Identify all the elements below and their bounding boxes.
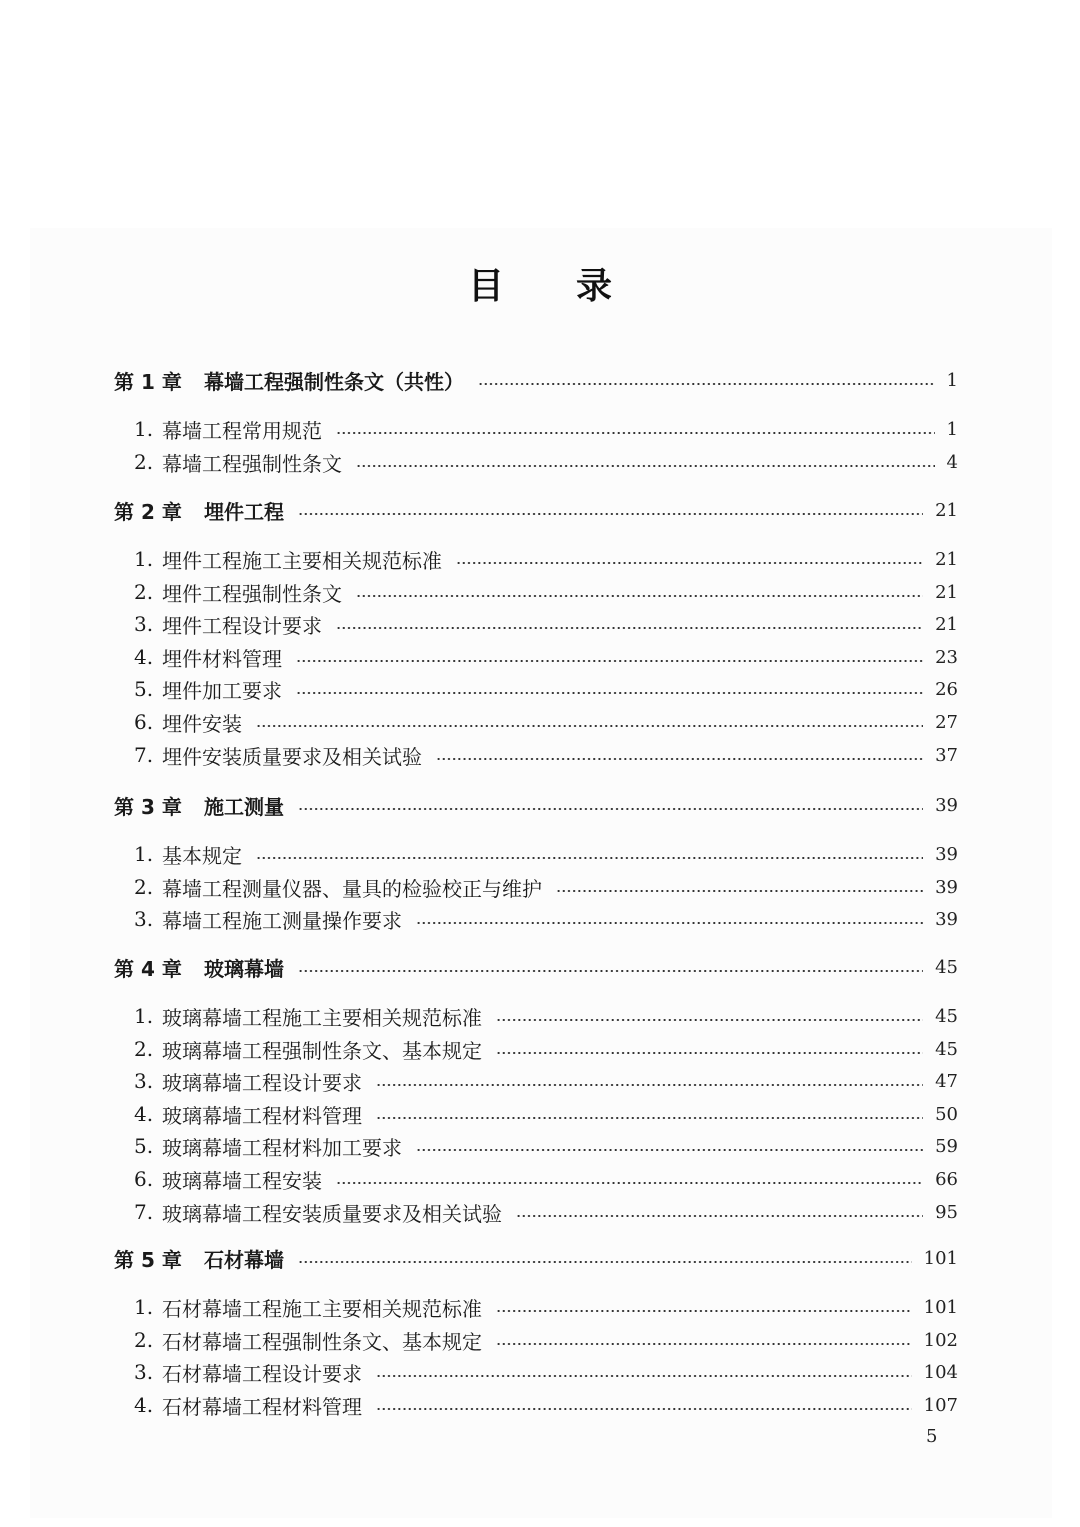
dot-leader	[436, 758, 923, 760]
toc-section-row[interactable]	[0, 739, 1080, 771]
section-number: 3.	[134, 612, 154, 636]
section-number: 7.	[134, 1200, 154, 1224]
toc-section-row[interactable]	[0, 1356, 1080, 1388]
section-page: 23	[935, 646, 958, 668]
section-title: 埋件安装质量要求及相关试验	[162, 744, 422, 769]
section-title: 幕墙工程强制性条文	[162, 451, 342, 476]
section-number: 3.	[134, 1069, 154, 1093]
section-title: 埋件工程施工主要相关规范标准	[162, 548, 442, 573]
section-number: 7.	[134, 743, 154, 767]
section-page: 39	[935, 876, 958, 898]
section-page: 39	[935, 908, 958, 930]
section-title: 玻璃幕墙工程安装质量要求及相关试验	[162, 1201, 502, 1226]
section-number: 2.	[134, 580, 154, 604]
dot-leader	[296, 692, 923, 694]
chapter-title: 施工测量	[204, 794, 284, 819]
toc-section-row[interactable]	[0, 673, 1080, 705]
section-page: 45	[935, 1005, 958, 1027]
dot-leader	[298, 970, 923, 972]
section-number: 2.	[134, 1037, 154, 1061]
section-title: 玻璃幕墙工程安装	[162, 1168, 322, 1193]
dot-leader	[298, 1261, 912, 1263]
toc-section-row[interactable]	[0, 576, 1080, 608]
section-title: 埋件材料管理	[162, 646, 282, 671]
section-page: 4	[946, 451, 958, 473]
toc-section-row[interactable]	[0, 608, 1080, 640]
section-title: 玻璃幕墙工程材料管理	[162, 1103, 362, 1128]
toc-chapter-row[interactable]	[0, 494, 1080, 526]
toc-section-row[interactable]	[0, 1163, 1080, 1195]
chapter-page: 45	[935, 956, 958, 978]
chapter-number: 第 5 章	[114, 1247, 182, 1272]
dot-leader	[416, 922, 923, 924]
section-title: 埋件加工要求	[162, 678, 282, 703]
dot-leader	[556, 890, 923, 892]
section-number: 6.	[134, 710, 154, 734]
toc-section-row[interactable]	[0, 1196, 1080, 1228]
dot-leader	[416, 1149, 923, 1151]
dot-leader	[376, 1375, 912, 1377]
toc-section-row[interactable]	[0, 446, 1080, 478]
section-page: 39	[935, 843, 958, 865]
toc-section-row[interactable]	[0, 903, 1080, 935]
section-page: 21	[935, 548, 958, 570]
dot-leader	[496, 1052, 923, 1054]
section-title: 埋件工程设计要求	[162, 613, 322, 638]
toc-section-row[interactable]	[0, 543, 1080, 575]
toc-section-row[interactable]	[0, 871, 1080, 903]
section-number: 1.	[134, 842, 154, 866]
section-number: 6.	[134, 1167, 154, 1191]
section-page: 21	[935, 581, 958, 603]
toc-section-row[interactable]	[0, 838, 1080, 870]
toc-chapter-row[interactable]	[0, 951, 1080, 983]
chapter-title: 埋件工程	[204, 499, 284, 524]
dot-leader	[478, 383, 935, 385]
toc-section-row[interactable]	[0, 1033, 1080, 1065]
chapter-title: 玻璃幕墙	[204, 956, 284, 981]
toc-section-row[interactable]	[0, 1389, 1080, 1421]
section-title: 玻璃幕墙工程设计要求	[162, 1070, 362, 1095]
chapter-number: 第 4 章	[114, 956, 182, 981]
section-title: 玻璃幕墙工程施工主要相关规范标准	[162, 1005, 482, 1030]
dot-leader	[376, 1408, 912, 1410]
section-page: 45	[935, 1038, 958, 1060]
dot-leader	[356, 595, 923, 597]
chapter-page: 21	[935, 499, 958, 521]
chapter-page: 101	[923, 1247, 958, 1269]
section-page: 95	[935, 1201, 958, 1223]
section-page: 21	[935, 613, 958, 635]
section-page: 37	[935, 744, 958, 766]
chapter-title: 幕墙工程强制性条文（共性）	[204, 369, 464, 394]
section-title: 埋件安装	[162, 711, 242, 736]
section-page: 102	[923, 1329, 958, 1351]
section-page: 26	[935, 678, 958, 700]
dot-leader	[376, 1084, 923, 1086]
dot-leader	[456, 562, 923, 564]
page-number: 5	[926, 1426, 938, 1447]
section-title: 幕墙工程测量仪器、量具的检验校正与维护	[162, 876, 542, 901]
toc-section-row[interactable]	[0, 1324, 1080, 1356]
section-number: 5.	[134, 1134, 154, 1158]
section-page: 47	[935, 1070, 958, 1092]
dot-leader	[496, 1310, 912, 1312]
toc-section-row[interactable]	[0, 706, 1080, 738]
section-number: 3.	[134, 1360, 154, 1384]
section-title: 幕墙工程施工测量操作要求	[162, 908, 402, 933]
toc-section-row[interactable]	[0, 1291, 1080, 1323]
section-number: 4.	[134, 645, 154, 669]
dot-leader	[356, 465, 935, 467]
dot-leader	[516, 1215, 923, 1217]
section-page: 59	[935, 1135, 958, 1157]
toc-section-row[interactable]	[0, 1000, 1080, 1032]
section-title: 幕墙工程常用规范	[162, 418, 322, 443]
dot-leader	[336, 432, 935, 434]
toc-section-row[interactable]	[0, 1098, 1080, 1130]
section-page: 1	[946, 418, 958, 440]
dot-leader	[336, 627, 923, 629]
section-title: 埋件工程强制性条文	[162, 581, 342, 606]
chapter-title: 石材幕墙	[204, 1247, 284, 1272]
section-number: 4.	[134, 1102, 154, 1126]
section-page: 107	[923, 1394, 958, 1416]
toc-chapter-row[interactable]	[0, 364, 1080, 396]
dot-leader	[298, 513, 923, 515]
section-number: 1.	[134, 1004, 154, 1028]
section-title: 玻璃幕墙工程强制性条文、基本规定	[162, 1038, 482, 1063]
chapter-number: 第 3 章	[114, 794, 182, 819]
section-number: 1.	[134, 1295, 154, 1319]
section-page: 66	[935, 1168, 958, 1190]
section-title: 玻璃幕墙工程材料加工要求	[162, 1135, 402, 1160]
section-title: 石材幕墙工程施工主要相关规范标准	[162, 1296, 482, 1321]
chapter-number: 第 2 章	[114, 499, 182, 524]
section-number: 2.	[134, 450, 154, 474]
toc-section-row[interactable]	[0, 1065, 1080, 1097]
section-page: 50	[935, 1103, 958, 1125]
section-title: 石材幕墙工程设计要求	[162, 1361, 362, 1386]
toc-section-row[interactable]	[0, 1130, 1080, 1162]
dot-leader	[256, 725, 923, 727]
section-title: 基本规定	[162, 843, 242, 868]
section-number: 1.	[134, 417, 154, 441]
section-number: 3.	[134, 907, 154, 931]
section-title: 石材幕墙工程材料管理	[162, 1394, 362, 1419]
chapter-page: 39	[935, 794, 958, 816]
toc-section-row[interactable]	[0, 641, 1080, 673]
section-number: 1.	[134, 547, 154, 571]
dot-leader	[496, 1019, 923, 1021]
dot-leader	[298, 808, 923, 810]
dot-leader	[256, 857, 923, 859]
toc-chapter-row[interactable]	[0, 789, 1080, 821]
chapter-page: 1	[946, 369, 958, 391]
section-title: 石材幕墙工程强制性条文、基本规定	[162, 1329, 482, 1354]
dot-leader	[336, 1182, 923, 1184]
section-number: 4.	[134, 1393, 154, 1417]
dot-leader	[496, 1343, 912, 1345]
section-number: 2.	[134, 875, 154, 899]
section-number: 5.	[134, 677, 154, 701]
section-page: 101	[923, 1296, 958, 1318]
section-page: 104	[923, 1361, 958, 1383]
dot-leader	[376, 1117, 923, 1119]
dot-leader	[296, 660, 923, 662]
section-number: 2.	[134, 1328, 154, 1352]
section-page: 27	[935, 711, 958, 733]
toc-section-row[interactable]	[0, 413, 1080, 445]
page-title: 目录	[467, 266, 684, 307]
toc-chapter-row[interactable]	[0, 1242, 1080, 1274]
chapter-number: 第 1 章	[114, 369, 182, 394]
